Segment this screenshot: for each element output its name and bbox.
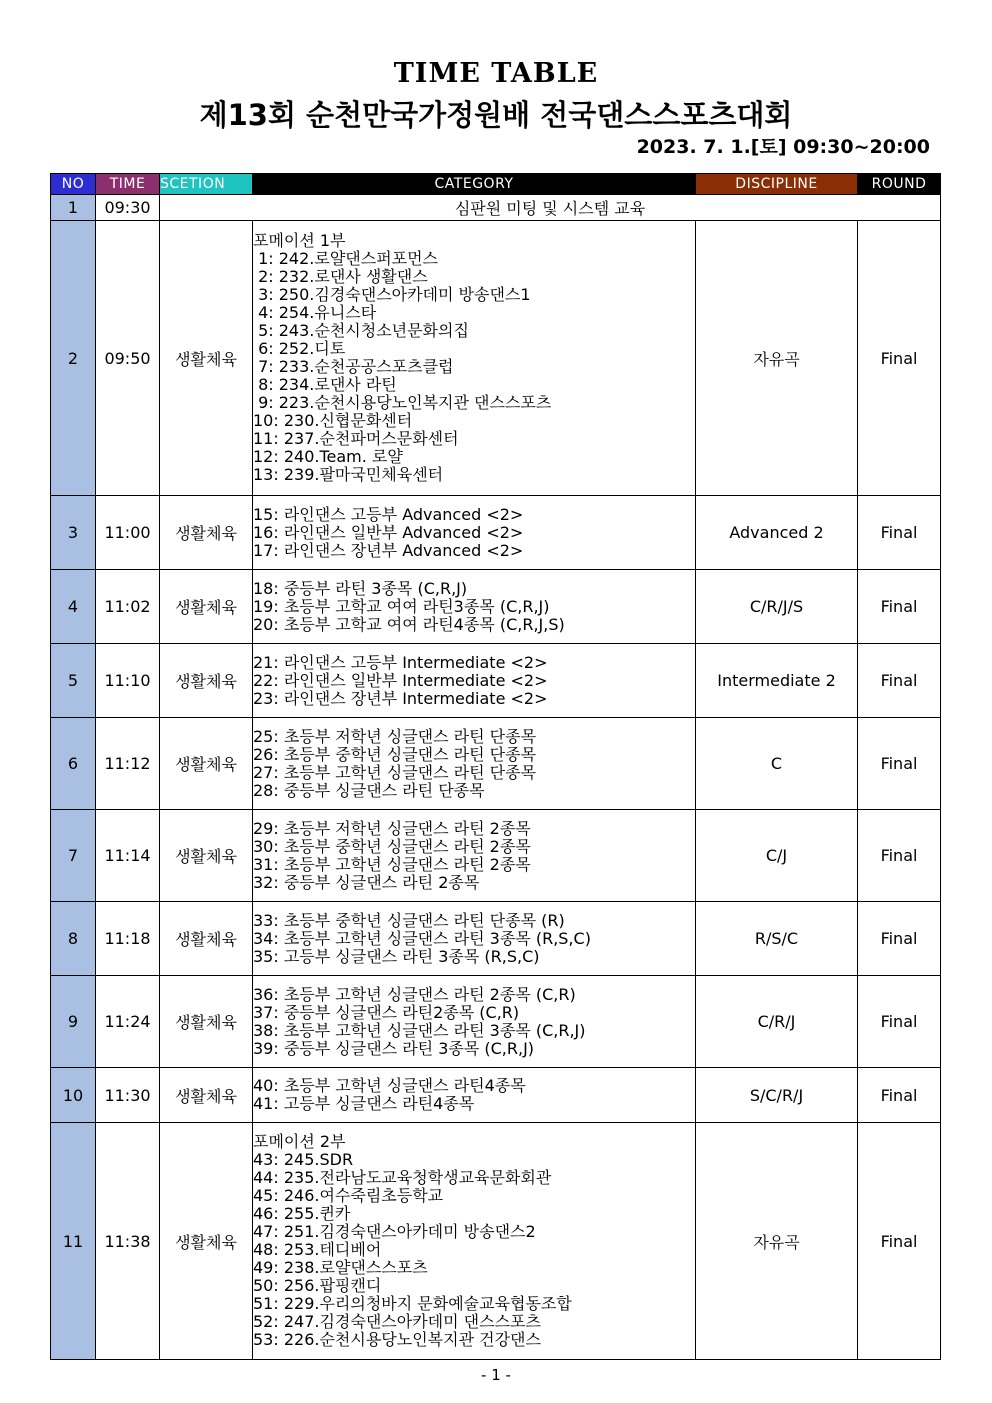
row-merged-note: 심판원 미팅 및 시스템 교육 (160, 195, 941, 221)
row-round: Final (858, 1123, 941, 1360)
row-time: 11:18 (96, 902, 160, 976)
row-section: 생활체육 (160, 1068, 253, 1123)
row-round: Final (858, 570, 941, 644)
category-line: 19: 초등부 고학교 여여 라틴3종목 (C,R,J) (253, 596, 550, 616)
column-header-no: NO (51, 174, 96, 195)
category-lines (253, 580, 695, 634)
category-line: 4: 254.유니스타 (253, 303, 377, 322)
column-header-round: ROUND (858, 174, 941, 195)
category-line: 7: 233.순천공공스포츠클럽 (253, 357, 454, 376)
row-discipline: C (696, 718, 858, 810)
category-line: 51: 229.우리의청바지 문화예술교육협동조합 (253, 1294, 572, 1313)
row-discipline: C/R/J/S (696, 570, 858, 644)
row-no: 3 (51, 496, 96, 570)
category-line: 43: 245.SDR (253, 1150, 354, 1169)
table-row (51, 221, 941, 496)
category-line: 38: 초등부 고학년 싱글댄스 라틴 3종목 (C,R,J) (253, 1020, 586, 1040)
category-line: 12: 240.Team. 로얄 (253, 447, 403, 466)
row-no: 7 (51, 810, 96, 902)
category-lines (253, 1077, 695, 1113)
table-row (51, 496, 941, 570)
row-discipline: S/C/R/J (696, 1068, 858, 1123)
row-category (253, 718, 696, 810)
row-time: 11:14 (96, 810, 160, 902)
row-category (253, 1068, 696, 1123)
header-row (51, 174, 941, 195)
row-round: Final (858, 976, 941, 1068)
category-line: 16: 라인댄스 일반부 Advanced <2> (253, 522, 524, 542)
row-category (253, 902, 696, 976)
row-no: 6 (51, 718, 96, 810)
column-header-category: CATEGORY (253, 174, 696, 195)
row-section: 생활체육 (160, 496, 253, 570)
category-line: 39: 중등부 싱글댄스 라틴 3종목 (C,R,J) (253, 1038, 535, 1058)
category-line: 49: 238.로얄댄스스포츠 (253, 1258, 428, 1277)
category-line: 46: 255.퀸카 (253, 1204, 351, 1223)
row-category (253, 221, 696, 496)
row-round: Final (858, 1068, 941, 1123)
column-header-section: SCETION (160, 174, 253, 195)
row-section: 생활체육 (160, 221, 253, 496)
category-line: 3: 250.김경숙댄스아카데미 방송댄스1 (253, 285, 531, 304)
row-round: Final (858, 644, 941, 718)
table-row (51, 1123, 941, 1360)
category-lines (253, 912, 695, 966)
row-time: 11:00 (96, 496, 160, 570)
column-header-discipline: DISCIPLINE (696, 174, 858, 195)
category-line: 6: 252.디토 (253, 339, 346, 358)
category-line: 포메이션 1부 (253, 231, 346, 250)
category-line: 36: 초등부 고학년 싱글댄스 라틴 2종목 (C,R) (253, 984, 576, 1004)
category-line: 18: 중등부 라틴 3종목 (C,R,J) (253, 578, 468, 598)
row-section: 생활체육 (160, 902, 253, 976)
column-header-time: TIME (96, 174, 160, 195)
row-no: 5 (51, 644, 96, 718)
row-round: Final (858, 496, 941, 570)
row-category (253, 644, 696, 718)
row-round: Final (858, 718, 941, 810)
category-line: 5: 243.순천시청소년문화의집 (253, 321, 469, 340)
category-line: 37: 중등부 싱글댄스 라틴2종목 (C,R) (253, 1002, 520, 1022)
category-line: 27: 초등부 고학년 싱글댄스 라틴 단종목 (253, 762, 537, 782)
category-line: 8: 234.로댄사 라틴 (253, 375, 397, 394)
category-line: 45: 246.여수죽림초등학교 (253, 1186, 444, 1205)
category-line: 9: 223.순천시용당노인복지관 댄스스포츠 (253, 393, 552, 412)
category-line: 포메이션 2부 (253, 1132, 346, 1151)
category-line: 40: 초등부 고학년 싱글댄스 라틴4종목 (253, 1076, 526, 1095)
category-line: 11: 237.순천파머스문화센터 (253, 429, 459, 448)
category-line: 1: 242.로얄댄스퍼포먼스 (253, 249, 439, 268)
category-line: 33: 초등부 중학년 싱글댄스 라틴 단종목 (R) (253, 910, 565, 930)
category-line: 22: 라인댄스 일반부 Intermediate <2> (253, 670, 548, 690)
row-section: 생활체육 (160, 976, 253, 1068)
category-line: 15: 라인댄스 고등부 Advanced <2> (253, 504, 524, 524)
category-line: 47: 251.김경숙댄스아카데미 방송댄스2 (253, 1222, 536, 1241)
table-row (51, 976, 941, 1068)
category-line: 13: 239.팔마국민체육센터 (253, 465, 444, 484)
row-discipline: Intermediate 2 (696, 644, 858, 718)
category-line: 50: 256.팝핑캔디 (253, 1276, 382, 1295)
row-time: 09:50 (96, 221, 160, 496)
category-line: 21: 라인댄스 고등부 Intermediate <2> (253, 652, 548, 672)
row-section: 생활체육 (160, 810, 253, 902)
row-round: Final (858, 221, 941, 496)
row-round: Final (858, 902, 941, 976)
event-title: 제13회 순천만국가정원배 전국댄스스포츠대회 (199, 98, 793, 132)
row-round: Final (858, 810, 941, 902)
category-line: 20: 초등부 고학교 여여 라틴4종목 (C,R,J,S) (253, 614, 565, 634)
row-section: 생활체육 (160, 570, 253, 644)
category-line: 44: 235.전라남도교육청학생교육문화회관 (253, 1168, 552, 1187)
category-line: 30: 초등부 중학년 싱글댄스 라틴 2종목 (253, 836, 531, 856)
page-title: TIME TABLE (393, 58, 599, 89)
category-line: 26: 초등부 중학년 싱글댄스 라틴 단종목 (253, 744, 537, 764)
row-discipline: 자유곡 (696, 221, 858, 496)
row-time: 11:24 (96, 976, 160, 1068)
category-lines (253, 654, 695, 708)
table-row (51, 644, 941, 718)
category-lines (253, 728, 695, 800)
category-line: 52: 247.김경숙댄스아카데미 댄스스포츠 (253, 1312, 541, 1331)
row-time: 11:10 (96, 644, 160, 718)
row-time: 11:38 (96, 1123, 160, 1360)
row-no: 9 (51, 976, 96, 1068)
category-lines (253, 232, 695, 484)
row-no: 11 (51, 1123, 96, 1360)
table-row (51, 902, 941, 976)
row-time: 11:02 (96, 570, 160, 644)
category-line: 53: 226.순천시용당노인복지관 건강댄스 (253, 1330, 541, 1349)
row-discipline: C/J (696, 810, 858, 902)
row-discipline: 자유곡 (696, 1123, 858, 1360)
category-line: 34: 초등부 고학년 싱글댄스 라틴 3종목 (R,S,C) (253, 928, 591, 948)
row-category (253, 1123, 696, 1360)
category-line: 2: 232.로댄사 생활댄스 (253, 267, 428, 286)
category-line: 48: 253.테디베어 (253, 1240, 382, 1259)
row-category (253, 570, 696, 644)
category-line: 23: 라인댄스 장년부 Intermediate <2> (253, 688, 548, 708)
category-line: 25: 초등부 저학년 싱글댄스 라틴 단종목 (253, 726, 537, 746)
category-lines (253, 1133, 695, 1349)
table-row (51, 1068, 941, 1123)
row-time: 09:30 (96, 195, 160, 221)
row-time: 11:30 (96, 1068, 160, 1123)
row-section: 생활체육 (160, 644, 253, 718)
row-category (253, 496, 696, 570)
category-line: 29: 초등부 저학년 싱글댄스 라틴 2종목 (253, 818, 531, 838)
category-line: 17: 라인댄스 장년부 Advanced <2> (253, 540, 524, 560)
page-number: - 1 - (481, 1366, 511, 1384)
row-time: 11:12 (96, 718, 160, 810)
category-line: 10: 230.신협문화센터 (253, 411, 413, 430)
category-lines (253, 820, 695, 892)
category-line: 28: 중등부 싱글댄스 라틴 단종목 (253, 780, 485, 800)
category-line: 35: 고등부 싱글댄스 라틴 3종목 (R,S,C) (253, 946, 540, 966)
row-discipline: Advanced 2 (696, 496, 858, 570)
category-line: 32: 중등부 싱글댄스 라틴 2종목 (253, 872, 480, 892)
table-row (51, 195, 941, 221)
row-section: 생활체육 (160, 718, 253, 810)
row-no: 1 (51, 195, 96, 221)
row-no: 4 (51, 570, 96, 644)
row-category (253, 810, 696, 902)
category-lines (253, 986, 695, 1058)
event-date: 2023. 7. 1.[토] 09:30~20:00 (636, 136, 930, 158)
table-row (51, 718, 941, 810)
row-category (253, 976, 696, 1068)
row-discipline: R/S/C (696, 902, 858, 976)
row-section: 생활체육 (160, 1123, 253, 1360)
category-line: 31: 초등부 고학년 싱글댄스 라틴 2종목 (253, 854, 531, 874)
row-no: 10 (51, 1068, 96, 1123)
category-line: 41: 고등부 싱글댄스 라틴4종목 (253, 1094, 475, 1113)
table-row (51, 570, 941, 644)
category-lines (253, 506, 695, 560)
row-discipline: C/R/J (696, 976, 858, 1068)
timetable (50, 173, 941, 1360)
row-no: 8 (51, 902, 96, 976)
table-row (51, 810, 941, 902)
row-no: 2 (51, 221, 96, 496)
